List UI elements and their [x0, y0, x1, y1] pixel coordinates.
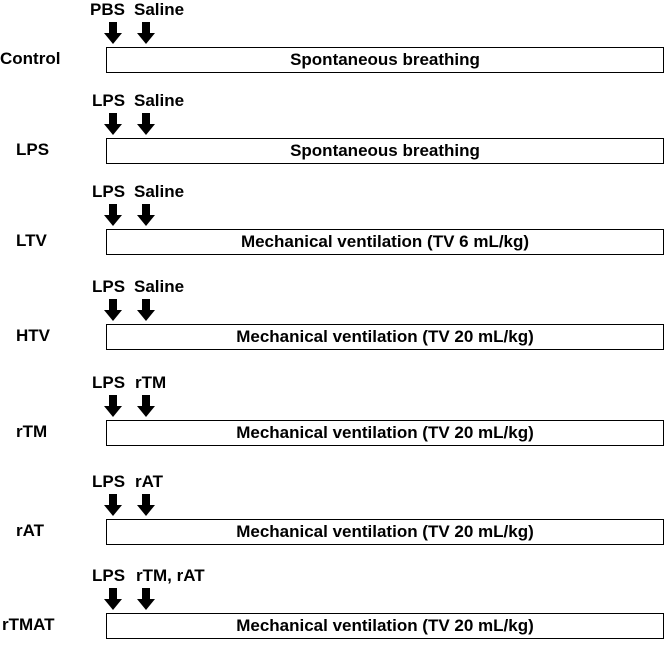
injection-1-label: LPS: [92, 566, 126, 585]
protocol-bar: Mechanical ventilation (TV 20 mL/kg): [106, 519, 664, 545]
injection-2-label: Saline: [134, 91, 185, 110]
group-row-ltv: [0, 182, 669, 262]
down-arrow-icon: [137, 113, 155, 135]
down-arrow-icon: [137, 494, 155, 516]
injection-1-label: LPS: [92, 277, 126, 296]
group-row-control: [0, 0, 669, 80]
group-row-lps: [0, 91, 669, 171]
group-row-rtm: [0, 373, 669, 453]
down-arrow-icon: [104, 494, 122, 516]
protocol-bar: Mechanical ventilation (TV 20 mL/kg): [106, 613, 664, 639]
down-arrow-icon: [137, 588, 155, 610]
down-arrow-icon: [104, 113, 122, 135]
group-row-rtmat: [0, 566, 669, 646]
down-arrow-icon: [104, 204, 122, 226]
injection-1-label: LPS: [92, 91, 126, 110]
protocol-bar: Mechanical ventilation (TV 20 mL/kg): [106, 420, 664, 446]
group-label: HTV: [16, 326, 50, 345]
injection-2-label: Saline: [134, 182, 185, 201]
group-label: LPS: [16, 140, 50, 159]
injection-2-label: Saline: [134, 277, 185, 296]
down-arrow-icon: [137, 22, 155, 44]
protocol-bar: Mechanical ventilation (TV 20 mL/kg): [106, 324, 664, 350]
down-arrow-icon: [104, 299, 122, 321]
down-arrow-icon: [137, 204, 155, 226]
protocol-bar: Spontaneous breathing: [106, 47, 664, 73]
group-label: LTV: [16, 231, 47, 250]
injection-1-label: LPS: [92, 182, 126, 201]
down-arrow-icon: [104, 395, 122, 417]
down-arrow-icon: [104, 588, 122, 610]
down-arrow-icon: [137, 395, 155, 417]
group-label: rTMAT: [2, 615, 55, 634]
group-label: rAT: [16, 521, 45, 540]
group-row-rat: [0, 472, 669, 552]
group-row-htv: [0, 277, 669, 357]
injection-1-label: PBS: [90, 0, 125, 19]
injection-2-label: rAT: [135, 472, 164, 491]
injection-2-label: Saline: [134, 0, 185, 19]
injection-2-label: rTM, rAT: [136, 566, 205, 585]
protocol-bar: Spontaneous breathing: [106, 138, 664, 164]
down-arrow-icon: [137, 299, 155, 321]
group-label: Control: [0, 49, 61, 68]
injection-2-label: rTM: [135, 373, 167, 392]
injection-1-label: LPS: [92, 472, 126, 491]
group-label: rTM: [16, 422, 48, 441]
protocol-bar: Mechanical ventilation (TV 6 mL/kg): [106, 229, 664, 255]
injection-1-label: LPS: [92, 373, 126, 392]
down-arrow-icon: [104, 22, 122, 44]
